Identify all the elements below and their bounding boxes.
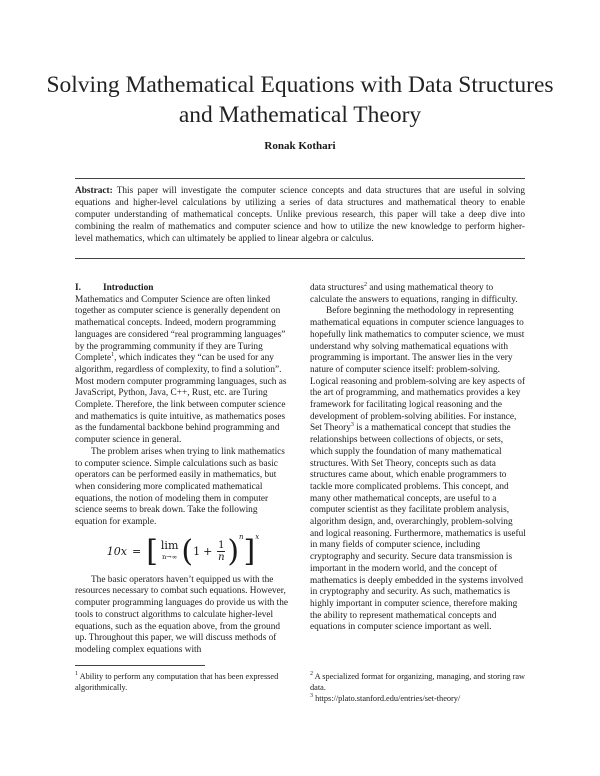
paragraph: The problem arises when trying to link mathematics to computer science. Simple calculations such as basic operators can be performed easily in mathematics, but when considering more complicated mathematical equations, the notion of modeling them in computer science seems to break down. Take the following equation for example. (75, 446, 285, 528)
abstract-text: This paper will investigate the computer science concepts and data structures that are useful in solving equations and higher-level calculations by utilizing a series of data structures and mathematical theory to enable computer understanding of mathematical concepts. Unlike previous research, this paper will take a deep dive into combining the realm of mathematics and computer science and how to utilize the new knowledge to perform higher-level mathematics, which can ultimately be applied to linear algebra or calculus. (75, 186, 526, 244)
paper-title: Solving Mathematical Equations with Data Structures and Mathematical Theory (46, 72, 554, 128)
right-column (310, 283, 526, 634)
section-heading (75, 283, 291, 295)
footnote-3: $^3$ https://plato.stanford.edu/entries/set-theory/ (310, 693, 461, 703)
section-title: Introduction (102, 283, 154, 293)
abstract-block (75, 185, 525, 245)
paragraph: Mathematics and Computer Science are often linked together as computer science is generally dependent on mathematical concepts. Indeed, modern programming languages are considered “real programming languages” by the programming community if they are Turing Complete$^1$, which indicates they “can be used for any algorithm, regardless of complexity, to find a solution”. Most modern computer programming languages, such as JavaScript, Python, Java, C++, Rust, etc. are Turing Complete. Therefore, the link between computer science and mathematics is quite intuitive, as mathematics poses as the fundamental backbone behind programming and computer science in general. (75, 294, 287, 446)
footnote-ref: 3 (350, 422, 354, 429)
footnote-2: $^2$ A specialized format for organizing, managing, and storing raw data. (310, 671, 526, 692)
left-column (75, 283, 291, 657)
footnote-rule-left (75, 665, 205, 666)
paragraph: data structures$^2$ and using mathematical theory to calculate the answers to equations, ranging in difficulty. (310, 281, 518, 305)
equation-lhs: 10x (106, 544, 127, 558)
section-number: I. (75, 283, 81, 293)
paragraph: Before beginning the methodology in representing mathematical equations in computer science languages to hopefully link mathematics to computer science, we must understand why solving mathematical equations with programming is important. The answer lies in the very nature of computer science itself: problem-solving. Logical reasoning and problem-solving are key aspects of the art of programming, and mathematics provides a key framework for facilitating logical reasoning and the development of problem-solving abilities. For instance, Set Theory$^3$ is a mathematical concept that studies the relationships between collections of objects, or sets, which supply the foundation of many mathematical structures. With Set Theory, concepts such as data structures came about, which enable programmers to tackle more complicated problems. This concept, and many other mathematical concepts, are useful to a computer scientist as they facilitate problem analysis, algorithm design, and, overarchingly, problem-solving and logical reasoning. Furthermore, mathematics is useful in many fields of computer science, including cryptography and security. Secure data transmission is important in the modern world, and the concept of mathematics is deeply embedded in the systems involved in cryptography and security. As such, mathematics is highly important in computer science, therefore making the ability to represent mathematical concepts and equations in computer science important as well. (310, 306, 526, 633)
footnote-1: $^1$ Ability to perform any computation that has been expressed algorithmically. (75, 671, 279, 692)
abstract-bottom-rule (75, 258, 525, 259)
author-name: Ronak Kothari (264, 140, 336, 152)
equation: 10x = [ lim n→∞ ( 1 + $\frac{1}{n}$ ) n ] x (106, 532, 260, 569)
paragraph: The basic operators haven’t equipped us with the resources necessary to combat such equations. However, computer programming languages do provide us with the tools to construct algorithms to calculate higher-level equations, such as the equation above, from the ground up. Throughout this paper, we will discuss methods of modeling complex equations with (75, 574, 289, 655)
abstract-label: Abstract: (75, 186, 113, 196)
footnote-ref: 2 (363, 281, 367, 288)
footnote-ref: 1 (111, 352, 115, 359)
abstract-top-rule (75, 178, 525, 179)
